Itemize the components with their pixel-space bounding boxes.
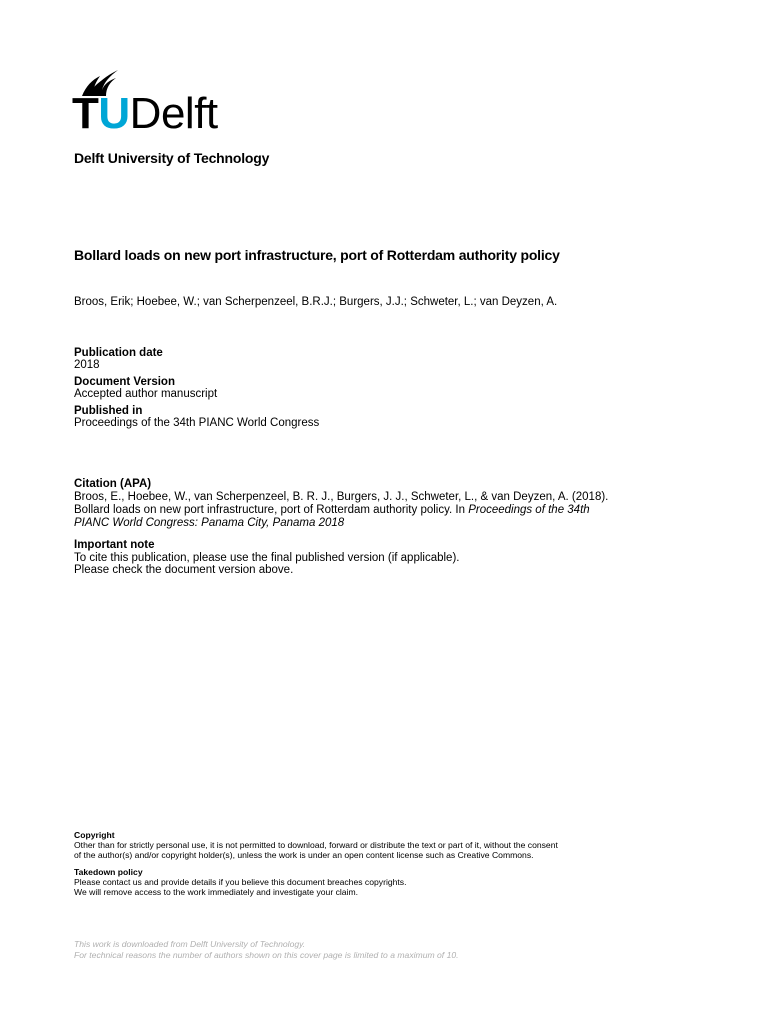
author-list: Broos, Erik; Hoebee, W.; van Scherpenzeel, B.R.J.; Burgers, J.J.; Schweter, L.; van Deyzen, A. bbox=[74, 296, 558, 308]
publication-date-section bbox=[74, 347, 163, 371]
citation-source-part1: Proceedings of the 34th bbox=[468, 504, 590, 516]
published-in-value: Proceedings of the 34th PIANC World Congress bbox=[74, 417, 320, 429]
footer-line-1: This work is downloaded from Delft University of Technology. bbox=[74, 939, 306, 949]
citation-label: Citation (APA) bbox=[74, 478, 152, 490]
tu-delft-logo bbox=[72, 64, 262, 138]
citation-source-part2: PIANC World Congress: Panama City, Panama 2018 bbox=[74, 517, 345, 529]
copyright-label: Copyright bbox=[74, 830, 115, 840]
citation-line-1: Broos, E., Hoebee, W., van Scherpenzeel, B. R. J., Burgers, J. J., Schweter, L., & van Deyzen, A. (2018). bbox=[74, 491, 609, 503]
published-in-label: Published in bbox=[74, 405, 143, 417]
footer-line-2: For technical reasons the number of authors shown on this cover page is limited to a maximum of 10. bbox=[74, 949, 459, 960]
important-note-section bbox=[74, 539, 459, 577]
publication-date-value: 2018 bbox=[74, 359, 100, 371]
logo-letter-t: T bbox=[72, 89, 99, 138]
important-note-line-1: To cite this publication, please use the final published version (if applicable). bbox=[74, 551, 460, 564]
footer-note bbox=[74, 939, 459, 960]
published-in-section bbox=[74, 405, 319, 429]
logo-word-delft: Delft bbox=[129, 89, 218, 138]
university-name: Delft University of Technology bbox=[74, 150, 270, 166]
copyright-section bbox=[74, 830, 694, 861]
copyright-line-1: Other than for strictly personal use, it is not permitted to download, forward or distribute the text or part of it, without the consent bbox=[74, 840, 558, 851]
logo-wordmark bbox=[72, 89, 218, 138]
takedown-label: Takedown policy bbox=[74, 867, 143, 877]
citation-line-2 bbox=[74, 504, 694, 517]
important-note-label: Important note bbox=[74, 539, 155, 551]
citation-section bbox=[74, 478, 694, 530]
document-version-label: Document Version bbox=[74, 376, 175, 388]
logo-letter-u: U bbox=[98, 89, 130, 138]
document-version-section bbox=[74, 376, 217, 400]
document-version-value: Accepted author manuscript bbox=[74, 388, 218, 400]
document-title: Bollard loads on new port infrastructure, port of Rotterdam authority policy bbox=[74, 247, 560, 263]
publication-date-label: Publication date bbox=[74, 347, 163, 359]
important-note-line-2: Please check the document version above. bbox=[74, 564, 294, 576]
copyright-line-2: of the author(s) and/or copyright holder(s), unless the work is under an open content license such as Creative Commons. bbox=[74, 850, 534, 861]
takedown-line-1: Please contact us and provide details if you believe this document breaches copyrights. bbox=[74, 877, 407, 888]
takedown-line-2: We will remove access to the work immediately and investigate your claim. bbox=[74, 887, 359, 898]
takedown-section bbox=[74, 867, 694, 898]
citation-text: Bollard loads on new port infrastructure, port of Rotterdam authority policy. In bbox=[74, 504, 469, 516]
